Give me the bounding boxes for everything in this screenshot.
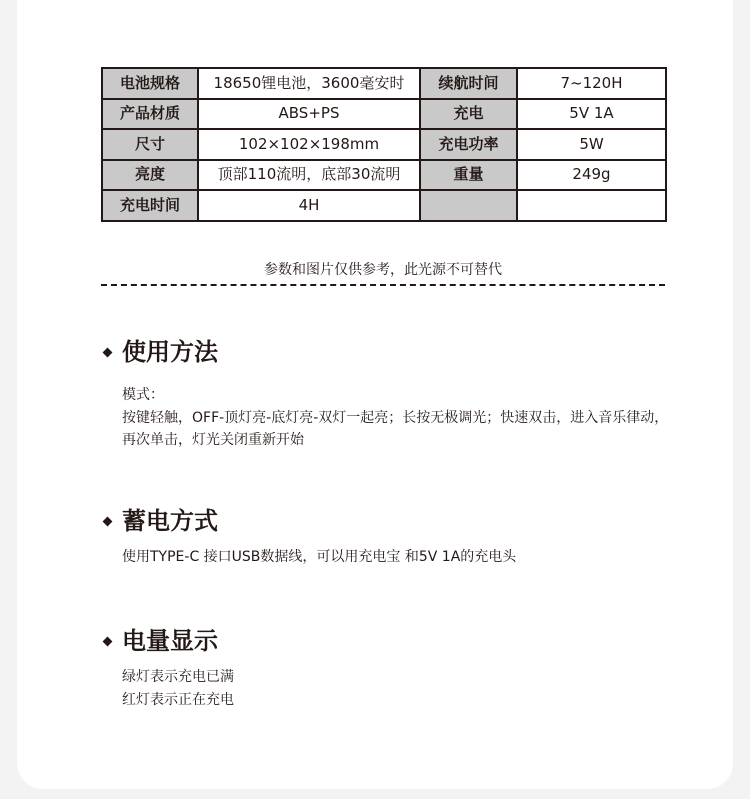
body-line: 红灯表示正在充电: [122, 691, 234, 708]
spec-label: 产品材质: [102, 99, 198, 130]
section-title-text: 使用方法: [122, 338, 218, 366]
spec-label: 充电: [420, 99, 517, 130]
spec-label: 重量: [420, 160, 517, 191]
spec-value: 5V 1A: [517, 99, 666, 130]
spec-value: 4H: [198, 190, 420, 221]
spec-label: 充电功率: [420, 129, 517, 160]
section-charging: [101, 509, 681, 569]
diamond-bullet-icon: [103, 636, 113, 646]
spec-table: [101, 67, 667, 222]
spec-value-empty: [517, 190, 666, 221]
diamond-bullet-icon: [103, 347, 113, 357]
table-row: [102, 190, 666, 221]
spec-label-empty: [420, 190, 517, 221]
table-row: [102, 99, 666, 130]
spec-value: 102×102×198mm: [198, 129, 420, 160]
section-title-text: 蓄电方式: [122, 507, 218, 535]
section-title: [101, 629, 681, 653]
body-line: 按键轻触，OFF-顶灯亮-底灯亮-双灯一起亮；长按无极调光；快速双击，进入音乐律动，: [122, 409, 669, 426]
spec-label: 电池规格: [102, 68, 198, 99]
section-battery-display: [101, 629, 681, 711]
spec-value: 顶部110流明，底部30流明: [198, 160, 420, 191]
spec-label: 亮度: [102, 160, 198, 191]
table-row: [102, 68, 666, 99]
spec-label: 尺寸: [102, 129, 198, 160]
section-body: [122, 666, 681, 711]
spec-value: 249g: [517, 160, 666, 191]
section-usage: [101, 340, 681, 452]
disclaimer-note: 参数和图片仅供参考，此光源不可替代: [264, 262, 502, 278]
body-line: 再次单击，灯光关闭重新开始: [122, 432, 304, 448]
spec-label: 续航时间: [420, 68, 517, 99]
spec-label: 充电时间: [102, 190, 198, 221]
spec-value: 5W: [517, 129, 666, 160]
body-line: 模式：: [122, 387, 164, 403]
diamond-bullet-icon: [103, 516, 113, 526]
section-title: [101, 509, 681, 533]
spec-value: 7~120H: [517, 68, 666, 99]
section-body: [122, 384, 681, 452]
body-line: 使用TYPE-C 接口USB数据线，可以用充电宝 和5V 1A的充电头: [122, 549, 517, 565]
spec-value: ABS+PS: [198, 99, 420, 130]
spec-value: 18650锂电池，3600毫安时: [198, 68, 420, 99]
section-title-text: 电量显示: [122, 627, 218, 655]
section-title: [101, 340, 681, 364]
table-row: [102, 160, 666, 191]
body-line: 绿灯表示充电已满: [122, 669, 234, 685]
table-row: [102, 129, 666, 160]
dashed-divider: [101, 284, 665, 286]
section-body: [122, 546, 681, 569]
